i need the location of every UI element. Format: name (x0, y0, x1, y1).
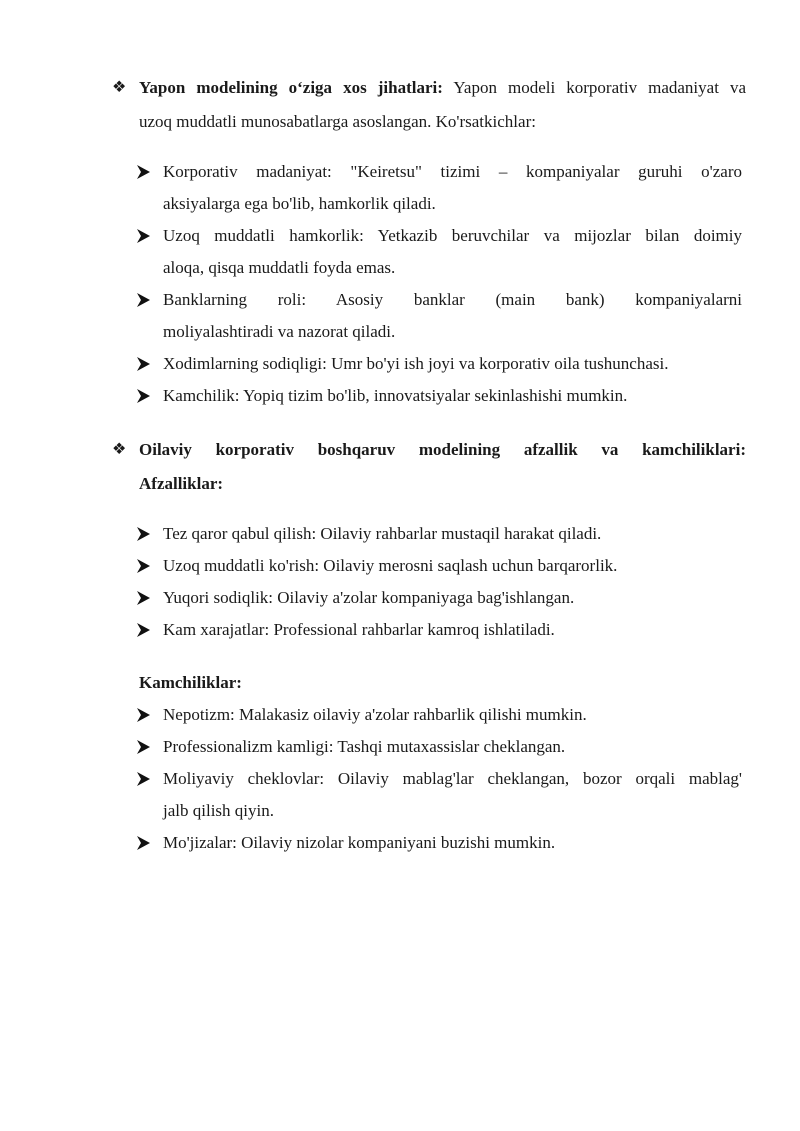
list-item: Uzoq muddatli hamkorlik: Yetkazib beruvchilar va mijozlar bilan doimiy aloqa, qisqa muddatli foyda emas. (136, 220, 742, 284)
list-item: Yuqori sodiqlik: Oilaviy a'zolar kompaniyaga bag'ishlangan. (136, 582, 742, 614)
heading-line-2: uzoq muddatli munosabatlarga asoslangan. Ko'rsatkichlar: (139, 112, 536, 131)
list-item: Kam xarajatlar: Professional rahbarlar kamroq ishlatiladi. (136, 614, 742, 646)
list-item: Tez qaror qabul qilish: Oilaviy rahbarlar mustaqil harakat qiladi. (136, 518, 742, 550)
list-item: Kamchilik: Yopiq tizim bo'lib, innovatsiyalar sekinlashishi mumkin. (136, 380, 742, 412)
list-item: Professionalizm kamligi: Tashqi mutaxassislar cheklangan. (136, 731, 742, 763)
list-item: Nepotizm: Malakasiz oilaviy a'zolar rahbarlik qilishi mumkin. (136, 699, 742, 731)
heading-line-1 (139, 71, 746, 105)
arrow-bullet-icon (136, 550, 152, 582)
japanese-model-list (136, 156, 742, 412)
advantages-heading: Afzalliklar: (139, 474, 224, 493)
list-item: Korporativ madaniyat: "Keiretsu" tizimi – kompaniyalar guruhi o'zaro aksiyalarga ega bo'lib, hamkorlik qiladi. (136, 156, 742, 220)
section-japanese-model-heading (112, 71, 746, 139)
arrow-bullet-icon (136, 614, 152, 646)
heading-line-1: Oilaviy korporativ boshqaruv modelining afzallik va kamchiliklari: (139, 440, 746, 459)
diamond-bullet-icon: ❖ (112, 441, 127, 458)
heading-bold: Yapon modelining o‘ziga xos jihatlari: (139, 78, 443, 97)
disadvantages-list (136, 699, 742, 859)
section-family-model-heading (112, 433, 746, 501)
arrow-bullet-icon (136, 827, 152, 859)
arrow-bullet-icon (136, 220, 152, 252)
list-item: Mo'jizalar: Oilaviy nizolar kompaniyani buzishi mumkin. (136, 827, 742, 859)
list-item: Moliyaviy cheklovlar: Oilaviy mablag'lar cheklangan, bozor orqali mablag' jalb qilish qiyin. (136, 763, 742, 827)
disadvantages-heading: Kamchiliklar: (139, 673, 242, 692)
advantages-list (136, 518, 742, 646)
arrow-bullet-icon (136, 699, 152, 731)
heading-rest: Yapon modeli korporativ madaniyat va (442, 78, 746, 97)
arrow-bullet-icon (136, 582, 152, 614)
arrow-bullet-icon (136, 731, 152, 763)
arrow-bullet-icon (136, 156, 152, 188)
list-item: Banklarning roli: Asosiy banklar (main bank) kompaniyalarni moliyalashtiradi va nazorat qiladi. (136, 284, 742, 348)
arrow-bullet-icon (136, 380, 152, 412)
arrow-bullet-icon (136, 518, 152, 550)
arrow-bullet-icon (136, 763, 152, 795)
list-item: Uzoq muddatli ko'rish: Oilaviy merosni saqlash uchun barqarorlik. (136, 550, 742, 582)
diamond-bullet-icon: ❖ (112, 79, 127, 96)
arrow-bullet-icon (136, 348, 152, 380)
arrow-bullet-icon (136, 284, 152, 316)
list-item: Xodimlarning sodiqligi: Umr bo'yi ish joyi va korporativ oila tushunchasi. (136, 348, 742, 380)
